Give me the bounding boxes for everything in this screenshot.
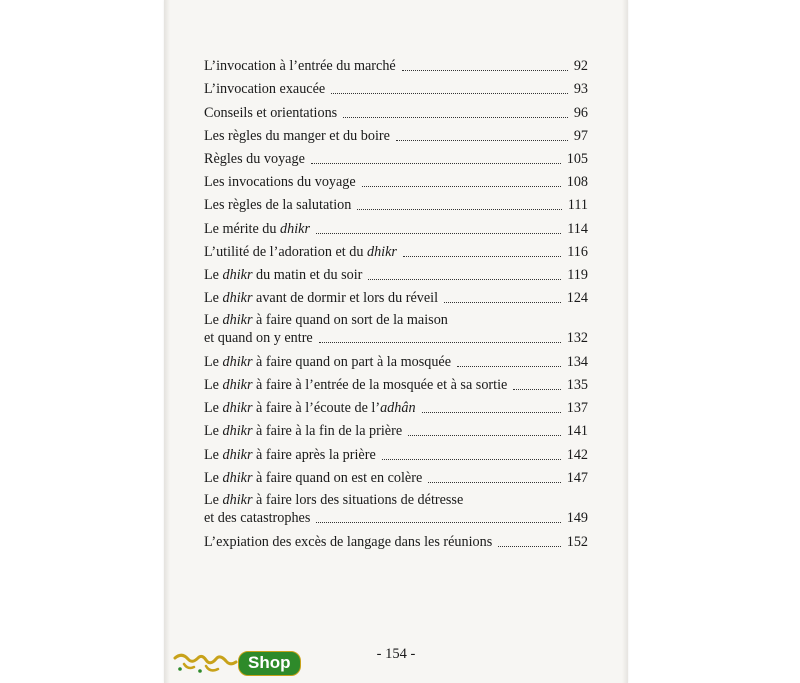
page-edge-right — [622, 0, 628, 683]
toc-entry-title — [204, 400, 416, 417]
toc-entry — [204, 52, 588, 75]
table-of-contents — [204, 52, 588, 551]
toc-entry-page: 135 — [566, 377, 588, 394]
toc-entry — [204, 122, 588, 145]
toc-entry-title: L’expiation des excès de langage dans les réunions — [204, 533, 493, 550]
toc-entry-page: 97 — [573, 127, 588, 144]
toc-entry-title-line1 — [204, 487, 588, 509]
page-folio: - 154 - — [376, 646, 416, 662]
toc-entry — [204, 464, 588, 487]
title-text: Le — [204, 423, 223, 440]
title-text: à faire après la prière — [252, 446, 376, 463]
toc-entry-title: Les règles de la salutation — [204, 197, 352, 214]
toc-entry-page: 132 — [566, 330, 588, 347]
toc-entry — [204, 75, 588, 98]
title-text: L’utilité de l’adoration et du — [204, 243, 367, 260]
title-text: Le — [204, 290, 223, 307]
toc-entry-title-line2 — [204, 330, 588, 347]
title-italic: dhikr — [222, 266, 253, 283]
toc-entry-title: Conseils et orientations — [204, 104, 338, 121]
toc-entry-title — [204, 423, 402, 440]
leader-dots — [403, 256, 561, 257]
leader-dots — [513, 389, 560, 390]
toc-entry-title: Règles du voyage — [204, 150, 305, 167]
leader-dots — [444, 302, 561, 303]
toc-entry-title-line2 — [204, 510, 588, 527]
title-italic: dhikr — [222, 353, 253, 370]
title-italic: dhikr — [222, 491, 253, 508]
toc-entry — [204, 191, 588, 214]
leader-dots — [402, 70, 568, 71]
toc-entry-page: 111 — [567, 197, 588, 214]
toc-entry-page: 124 — [566, 290, 588, 307]
toc-entry-page: 96 — [573, 104, 588, 121]
calligraphy-logo-icon — [172, 650, 244, 676]
toc-entry-title — [204, 221, 310, 238]
title-italic: dhikr — [222, 400, 253, 417]
leader-dots — [343, 117, 568, 118]
toc-entry-page: 141 — [566, 423, 588, 440]
title-text: Le — [204, 469, 223, 486]
leader-dots — [368, 279, 561, 280]
title-italic: dhikr — [222, 377, 253, 394]
toc-entry-title — [204, 470, 422, 487]
toc-entry — [204, 238, 588, 261]
title-text: Le — [204, 400, 223, 417]
leader-dots — [316, 522, 560, 523]
title-text: à faire quand on part à la mosquée — [252, 353, 452, 370]
toc-entry-page: 93 — [573, 81, 588, 98]
toc-entry-page: 152 — [566, 533, 588, 550]
title-text: et quand on y entre — [204, 330, 313, 347]
toc-entry-title: Les règles du manger et du boire — [204, 127, 390, 144]
toc-entry-title — [204, 290, 438, 307]
title-text: à faire à l’écoute de l’ — [252, 400, 381, 417]
title-italic: dhikr — [222, 423, 253, 440]
toc-entry-title — [204, 447, 376, 464]
toc-entry-title: L’invocation exaucée — [204, 81, 326, 98]
title-text: à faire à la fin de la prière — [252, 423, 403, 440]
leader-dots — [498, 546, 560, 547]
title-text: Le — [204, 377, 223, 394]
toc-entry — [204, 307, 588, 348]
toc-entry — [204, 168, 588, 191]
title-italic: dhikr — [222, 312, 253, 329]
toc-entry-title — [204, 267, 362, 284]
title-text: Le — [204, 446, 223, 463]
leader-dots — [357, 209, 561, 210]
toc-entry-page: 137 — [566, 400, 588, 417]
leader-dots — [408, 435, 561, 436]
toc-entry-title: Les invocations du voyage — [204, 174, 356, 191]
toc-entry — [204, 371, 588, 394]
toc-entry-page: 142 — [566, 446, 588, 463]
toc-entry-title — [204, 354, 451, 371]
toc-entry-page: 105 — [566, 150, 588, 167]
title-text: à faire à l’entrée de la mosquée et à sa sortie — [252, 377, 508, 394]
title-italic: dhikr — [222, 446, 253, 463]
leader-dots — [311, 163, 561, 164]
leader-dots — [331, 93, 568, 94]
page-edge-left — [164, 0, 170, 683]
leader-dots — [382, 459, 561, 460]
toc-entry — [204, 261, 588, 284]
toc-entry-page: 149 — [566, 509, 588, 526]
toc-entry-page: 134 — [566, 353, 588, 370]
title-text: et des catastrophes — [204, 509, 311, 526]
toc-entry-page: 92 — [573, 58, 588, 75]
title-text: Le — [204, 491, 223, 508]
leader-dots — [422, 412, 561, 413]
title-text: Le — [204, 266, 223, 283]
shop-logo — [172, 648, 301, 678]
toc-entry-page: 108 — [566, 174, 588, 191]
toc-entry-page: 119 — [567, 266, 588, 283]
title-text: à faire quand on sort de la maison — [252, 312, 448, 329]
leader-dots — [396, 140, 568, 141]
toc-entry-title: L’invocation à l’entrée du marché — [204, 58, 396, 75]
title-italic: dhikr — [222, 290, 253, 307]
toc-entry — [204, 417, 588, 440]
title-italic: dhikr — [366, 243, 397, 260]
toc-entry — [204, 440, 588, 463]
title-italic: dhikr — [222, 469, 253, 486]
toc-entry — [204, 394, 588, 417]
logo-word: Shop — [238, 651, 301, 676]
title-italic: dhikr — [280, 220, 310, 237]
leader-dots — [428, 482, 560, 483]
toc-entry — [204, 98, 588, 121]
title-text: Le mérite du — [204, 220, 281, 237]
title-text: à faire lors des situations de détresse — [252, 491, 464, 508]
title-italic: adhân — [380, 400, 416, 417]
toc-entry — [204, 284, 588, 307]
toc-entry-title — [204, 377, 507, 394]
title-text: avant de dormir et lors du réveil — [252, 290, 439, 307]
toc-entry — [204, 527, 588, 550]
toc-entry-page: 116 — [567, 243, 588, 260]
toc-entry — [204, 348, 588, 371]
toc-entry-title — [204, 244, 397, 261]
leader-dots — [316, 233, 561, 234]
book-page — [164, 0, 628, 683]
toc-entry — [204, 214, 588, 237]
toc-entry-title-line1 — [204, 307, 588, 329]
title-text: Le — [204, 312, 223, 329]
title-text: Le — [204, 353, 223, 370]
toc-entry-page: 114 — [567, 220, 588, 237]
leader-dots — [319, 342, 561, 343]
toc-entry-page: 147 — [566, 469, 588, 486]
toc-entry — [204, 487, 588, 528]
toc-entry — [204, 145, 588, 168]
leader-dots — [457, 366, 561, 367]
title-text: à faire quand on est en colère — [252, 469, 423, 486]
leader-dots — [362, 186, 561, 187]
title-text: du matin et du soir — [252, 266, 363, 283]
